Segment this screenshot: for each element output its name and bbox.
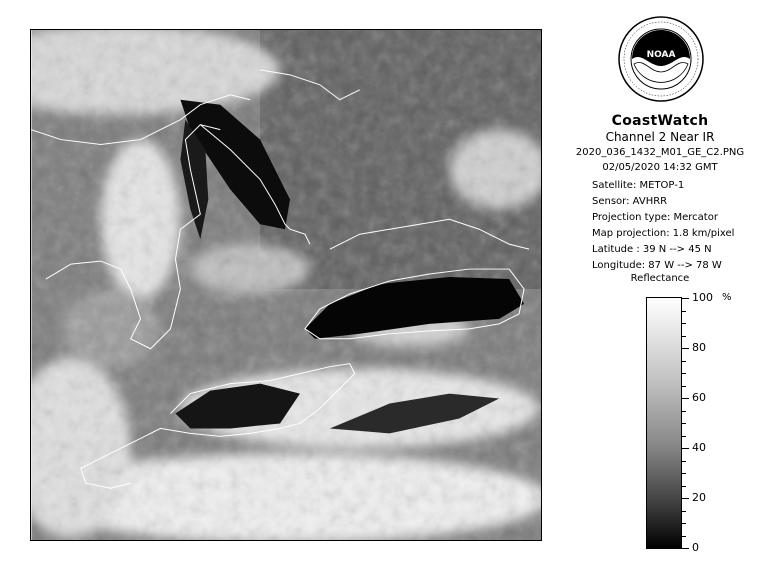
colorbar-tick — [682, 336, 686, 337]
colorbar-tick — [682, 373, 686, 374]
colorbar-tick — [682, 523, 686, 524]
colorbar-title: Reflectance — [630, 273, 690, 284]
reflectance-colorbar — [646, 297, 682, 549]
satellite-label: Satellite: METOP-1 — [592, 180, 685, 191]
app-title: CoastWatch — [611, 113, 709, 129]
colorbar-tick — [682, 298, 689, 299]
colorbar-tick — [682, 473, 686, 474]
satellite-image-svg — [31, 30, 541, 540]
colorbar-tick — [682, 448, 689, 449]
noaa-logo-text: NOAA — [646, 50, 676, 60]
longitude-label: Longitude: 87 W --> 78 W — [592, 260, 722, 271]
colorbar-tick — [682, 536, 686, 537]
colorbar-tick — [682, 411, 686, 412]
sensor-label: Sensor: AVHRR — [592, 196, 668, 207]
colorbar-tick — [682, 348, 689, 349]
datetime-label: 02/05/2020 14:32 GMT — [602, 162, 718, 173]
colorbar-tick — [682, 423, 686, 424]
colorbar-tick — [682, 486, 686, 487]
map-projection-label: Map projection: 1.8 km/pixel — [592, 228, 735, 239]
colorbar-tick — [682, 398, 689, 399]
colorbar-tick-label: 60 — [692, 391, 706, 404]
noaa-seal-icon — [618, 16, 704, 102]
colorbar-tick — [682, 386, 686, 387]
channel-label: Channel 2 Near IR — [605, 130, 715, 144]
latitude-label: Latitude : 39 N --> 45 N — [592, 244, 712, 255]
colorbar-tick-label: 40 — [692, 441, 706, 454]
colorbar-unit: % — [722, 292, 732, 303]
colorbar-tick — [682, 548, 689, 549]
colorbar-tick — [682, 361, 686, 362]
colorbar-tick — [682, 436, 686, 437]
colorbar-tick — [682, 323, 686, 324]
colorbar-tick-label: 100 — [692, 291, 713, 304]
noaa-logo — [618, 16, 704, 102]
colorbar-tick — [682, 311, 686, 312]
colorbar-tick-label: 20 — [692, 491, 706, 504]
colorbar-tick — [682, 511, 686, 512]
colorbar-tick-label: 0 — [692, 541, 699, 554]
colorbar-tick-label: 80 — [692, 341, 706, 354]
filename-label: 2020_036_1432_M01_GE_C2.PNG — [575, 147, 745, 158]
projection-type-label: Projection type: Mercator — [592, 212, 718, 223]
colorbar-tick — [682, 498, 689, 499]
colorbar-tick — [682, 461, 686, 462]
satellite-image — [30, 29, 542, 541]
